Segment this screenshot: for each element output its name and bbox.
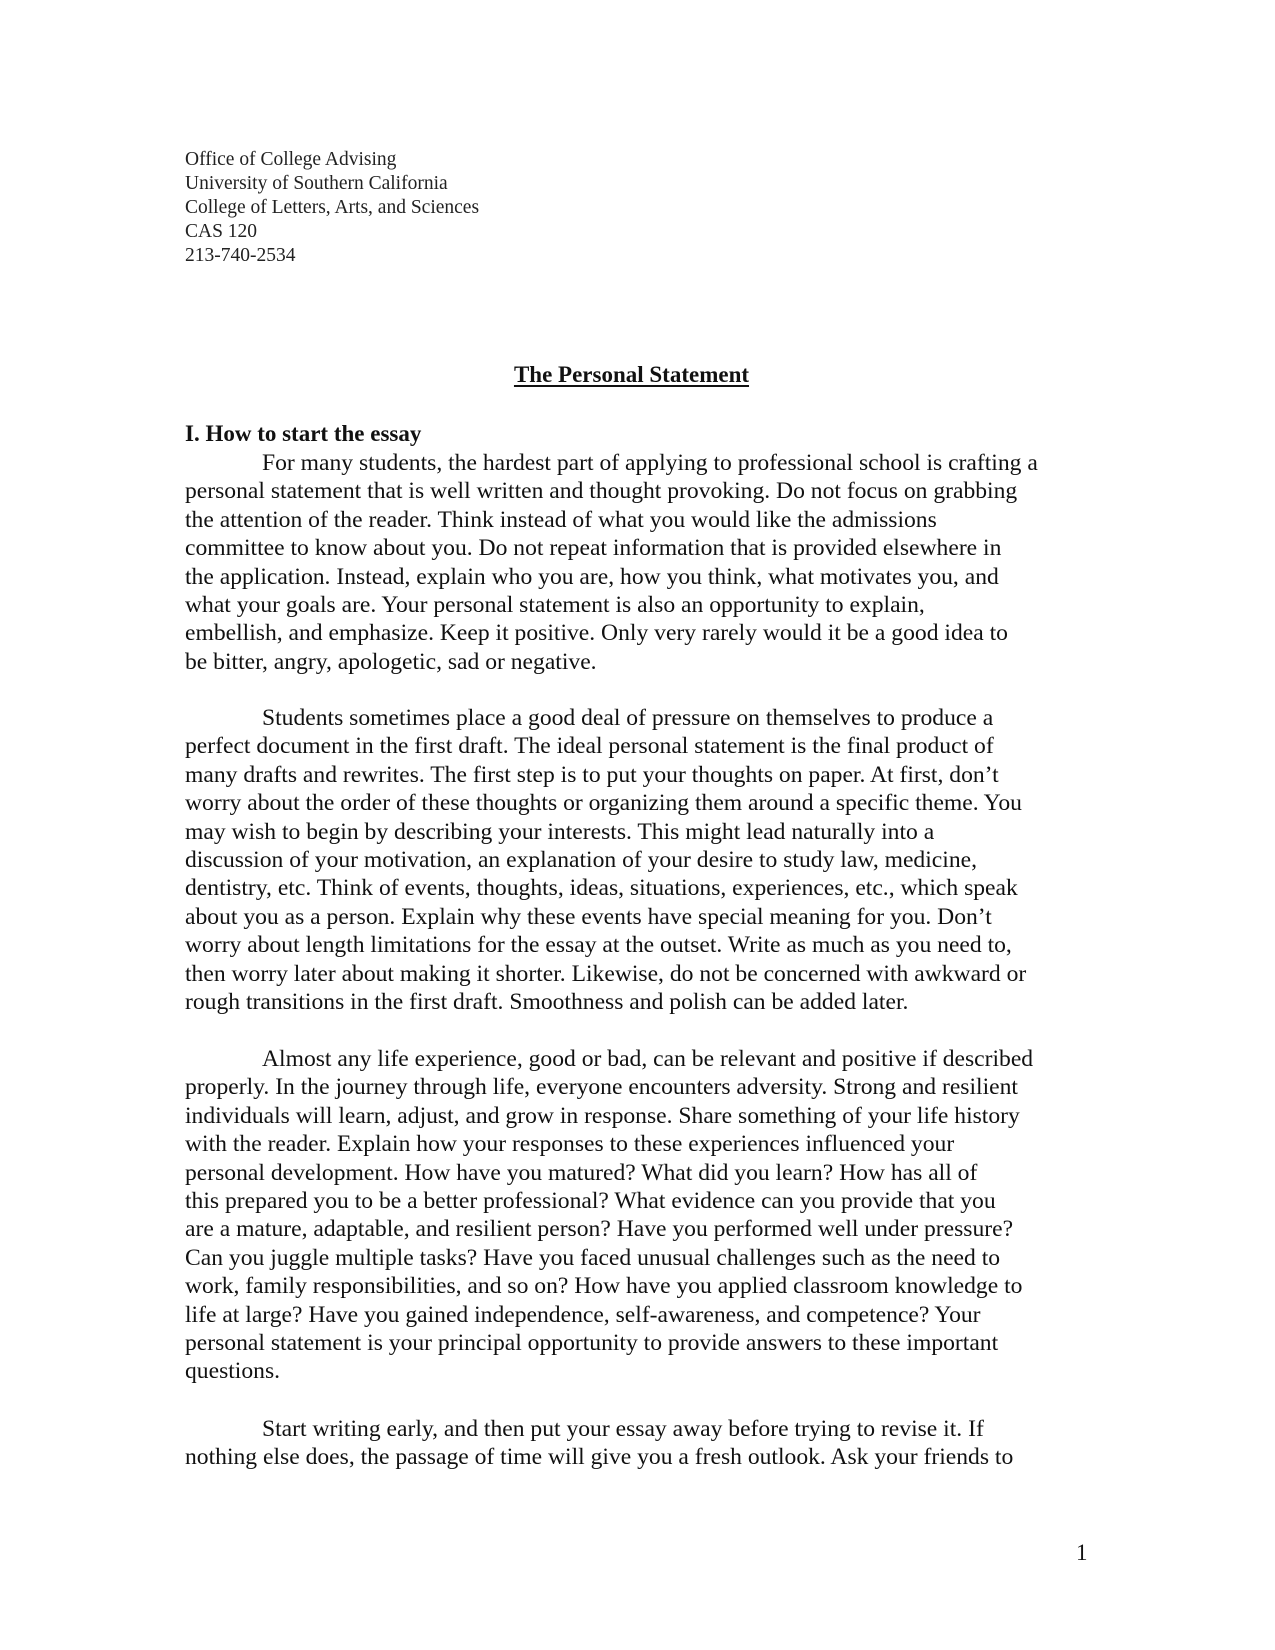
paragraph-line: nothing else does, the passage of time will give you a fresh outlook. Ask your friends to [185, 1444, 1014, 1471]
paragraph-line: are a mature, adaptable, and resilient person? Have you performed well under pressure? [185, 1216, 1014, 1243]
paragraph-line: Can you juggle multiple tasks? Have you faced unusual challenges such as the need to [185, 1244, 1001, 1271]
paragraph-line: committee to know about you. Do not repeat information that is provided elsewhere in [185, 535, 1002, 562]
paragraph-line: the attention of the reader. Think instead of what you would like the admissions [185, 506, 937, 533]
letterhead-room: CAS 120 [185, 221, 258, 242]
paragraph-line: questions. [185, 1358, 281, 1385]
paragraph-line: personal statement is your principal opportunity to provide answers to these important [185, 1329, 999, 1356]
letterhead-office: Office of College Advising [185, 149, 397, 170]
paragraph-line: perfect document in the first draft. The ideal personal statement is the final product of [185, 733, 994, 760]
paragraph-line: discussion of your motivation, an explanation of your desire to study law, medicine, [185, 846, 977, 873]
paragraph-line: be bitter, angry, apologetic, sad or negative. [185, 648, 597, 675]
paragraph-line: worry about the order of these thoughts or organizing them around a specific theme. You [185, 790, 1022, 817]
paragraph-1 [185, 449, 1085, 676]
paragraph-line: Almost any life experience, good or bad, can be relevant and positive if described [262, 1046, 1034, 1072]
paragraph-4 [185, 1415, 1085, 1472]
letterhead-university: University of Southern California [185, 173, 448, 194]
paragraph-line: with the reader. Explain how your responses to these experiences influenced your [185, 1131, 955, 1158]
paragraph-line: about you as a person. Explain why these events have special meaning for you. Don’t [185, 903, 992, 930]
paragraph-line: dentistry, etc. Think of events, thoughts, ideas, situations, experiences, etc., which speak [185, 875, 1018, 902]
letterhead-phone: 213-740-2534 [185, 245, 296, 266]
paragraph-line: Students sometimes place a good deal of pressure on themselves to produce a [262, 705, 994, 731]
paragraph-3 [185, 1045, 1085, 1386]
paragraph-line: what your goals are. Your personal statement is also an opportunity to explain, [185, 591, 925, 618]
paragraph-line: personal statement that is well written and thought provoking. Do not focus on grabbing [185, 478, 1018, 505]
paragraph-line: properly. In the journey through life, everyone encounters adversity. Strong and resilient [185, 1074, 1018, 1101]
section-heading: I. How to start the essay [185, 421, 422, 446]
paragraph-line: personal development. How have you matured? What did you learn? How has all of [185, 1159, 978, 1186]
paragraph-line: rough transitions in the first draft. Smoothness and polish can be added later. [185, 988, 909, 1015]
document-title: The Personal Statement [513, 362, 750, 387]
paragraph-line: then worry later about making it shorter. Likewise, do not be concerned with awkward or [185, 960, 1027, 987]
paragraph-line: this prepared you to be a better professional? What evidence can you provide that you [185, 1187, 996, 1214]
paragraph-line: work, family responsibilities, and so on? How have you applied classroom knowledge to [185, 1273, 1023, 1300]
paragraph-line: Start writing early, and then put your essay away before trying to revise it. If [262, 1416, 984, 1442]
paragraph-line: may wish to begin by describing your interests. This might lead naturally into a [185, 818, 935, 845]
letterhead [185, 148, 479, 268]
paragraph-line: individuals will learn, adjust, and grow in response. Share something of your life history [185, 1102, 1020, 1129]
paragraph-line: life at large? Have you gained independence, self-awareness, and competence? Your [185, 1301, 981, 1328]
paragraph-2 [185, 704, 1085, 1016]
paragraph-line: embellish, and emphasize. Keep it positive. Only very rarely would it be a good idea to [185, 620, 1008, 647]
document-title-wrapper [0, 362, 1263, 388]
page-number: 1 [1076, 1540, 1088, 1565]
paragraph-line: For many students, the hardest part of applying to professional school is crafting a [262, 450, 1038, 476]
letterhead-college: College of Letters, Arts, and Sciences [185, 197, 480, 218]
paragraph-line: many drafts and rewrites. The first step is to put your thoughts on paper. At first, don’t [185, 761, 999, 788]
paragraph-line: the application. Instead, explain who you are, how you think, what motivates you, and [185, 563, 999, 590]
paragraph-line: worry about length limitations for the essay at the outset. Write as much as you need to, [185, 932, 1012, 959]
